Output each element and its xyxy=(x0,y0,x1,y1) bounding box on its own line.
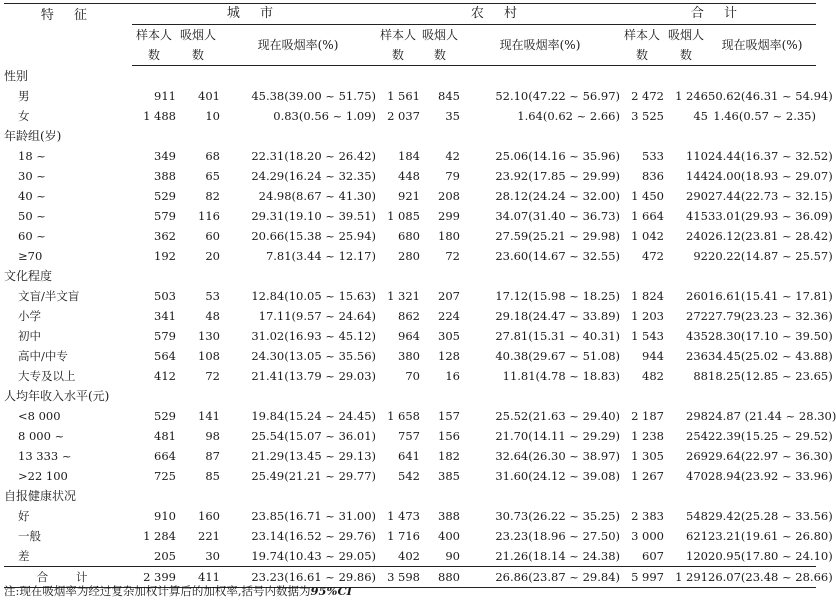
rate-cell: 28.12(24.24 ~ 32.00) xyxy=(495,189,620,203)
smokers-cell: 1 246 xyxy=(675,89,708,103)
rate-cell: 24.98(8.67 ~ 41.30) xyxy=(258,189,376,203)
smokers-cell: 88 xyxy=(693,369,708,383)
smokers-cell: 299 xyxy=(438,209,460,223)
smokers-cell: 60 xyxy=(205,229,220,243)
smokers-cell: 20 xyxy=(205,249,220,263)
section-title: 性别 xyxy=(4,69,29,83)
smokers-cell: 30 xyxy=(205,549,220,563)
table-note xyxy=(4,583,352,599)
sample-cell: 2 037 xyxy=(387,109,420,123)
sample-cell: 2 383 xyxy=(631,509,664,523)
row-label: 小学 xyxy=(18,309,41,323)
table-row xyxy=(4,246,816,266)
rate-cell: 23.21(19.61 ~ 26.80) xyxy=(708,529,833,543)
row-label: 好 xyxy=(18,509,30,523)
smokers-cell: 72 xyxy=(205,369,220,383)
sample-cell: 579 xyxy=(154,209,176,223)
rate-cell: 19.74(10.43 ~ 29.05) xyxy=(251,549,376,563)
table-row xyxy=(4,206,816,226)
rate-cell: 24.30(13.05 ~ 35.56) xyxy=(251,349,376,363)
smokers-cell: 72 xyxy=(445,249,460,263)
sample-cell: 1 203 xyxy=(631,309,664,323)
smokers-cell: 108 xyxy=(198,349,220,363)
sample-cell: 757 xyxy=(398,429,420,443)
smokers-cell: 16 xyxy=(445,369,460,383)
smokers-cell: 157 xyxy=(438,409,460,423)
smokers-cell: 180 xyxy=(438,229,460,243)
sample-cell: 1 488 xyxy=(143,109,176,123)
smokers-cell: 160 xyxy=(198,509,220,523)
smokers-cell: 415 xyxy=(686,209,708,223)
row-label: 50 ~ xyxy=(18,209,46,223)
sample-cell: 910 xyxy=(154,509,176,523)
rate-cell: 11.81(4.78 ~ 18.83) xyxy=(502,369,620,383)
section-title: 自报健康状况 xyxy=(4,489,77,503)
section-row xyxy=(4,126,816,146)
smokers-cell: 120 xyxy=(686,549,708,563)
sample-cell: 2 472 xyxy=(631,89,664,103)
sample-cell: 192 xyxy=(154,249,176,263)
sample-cell: 836 xyxy=(642,169,664,183)
sample-cell: 921 xyxy=(398,189,420,203)
rate-cell: 27.44(22.73 ~ 32.15) xyxy=(708,189,833,203)
row-label: 8 000 ~ xyxy=(18,429,65,443)
smokers-cell: 35 xyxy=(445,109,460,123)
sample-cell: 1 450 xyxy=(631,189,664,203)
sample-cell: 529 xyxy=(154,189,176,203)
smokers-cell: 435 xyxy=(686,329,708,343)
sample-cell: 362 xyxy=(154,229,176,243)
row-label: 60 ~ xyxy=(18,229,46,243)
smokers-cell: 82 xyxy=(205,189,220,203)
smokers-cell: 130 xyxy=(198,329,220,343)
sample-cell: 1 716 xyxy=(387,529,420,543)
rate-cell: 21.41(13.79 ~ 29.03) xyxy=(251,369,376,383)
rate-cell: 18.25(12.85 ~ 23.65) xyxy=(708,369,833,383)
smokers-cell: 116 xyxy=(198,209,220,223)
sample-cell: 1 238 xyxy=(631,429,664,443)
table-row xyxy=(4,406,816,426)
sample-cell: 944 xyxy=(642,349,664,363)
rate-cell: 22.31(18.20 ~ 26.42) xyxy=(251,149,376,163)
rate-cell: 28.30(17.10 ~ 39.50) xyxy=(708,329,833,343)
row-label: >22 100 xyxy=(18,469,68,483)
table-row xyxy=(4,546,816,567)
sample-cell: 1 824 xyxy=(631,289,664,303)
rate-cell: 1.46(0.57 ~ 2.35) xyxy=(713,109,816,123)
row-label: <8 000 xyxy=(18,409,61,423)
rate-cell: 16.61(15.41 ~ 17.81) xyxy=(708,289,833,303)
rate-cell: 21.70(14.11 ~ 29.29) xyxy=(495,429,620,443)
rate-cell: 21.26(18.14 ~ 24.38) xyxy=(495,549,620,563)
sample-cell: 280 xyxy=(398,249,420,263)
rate-cell: 20.95(17.80 ~ 24.10) xyxy=(708,549,833,563)
row-label: ≥70 xyxy=(18,249,43,263)
smokers-cell: 42 xyxy=(445,149,460,163)
rate-cell: 29.42(25.28 ~ 33.56) xyxy=(708,509,833,523)
rate-cell: 45.38(39.00 ~ 51.75) xyxy=(251,89,376,103)
group-header-urban: 城 市 xyxy=(132,4,376,25)
sample-cell: 725 xyxy=(154,469,176,483)
rate-cell: 23.85(16.71 ~ 31.00) xyxy=(251,509,376,523)
section-title: 年龄组(岁) xyxy=(4,129,62,143)
smokers-cell: 236 xyxy=(686,349,708,363)
total-label: 合 计 xyxy=(4,567,132,588)
table-row xyxy=(4,526,816,546)
note-ci: 95%CI xyxy=(310,584,352,598)
sample-cell: 349 xyxy=(154,149,176,163)
smokers-cell: 224 xyxy=(438,309,460,323)
smokers-cell: 385 xyxy=(438,469,460,483)
row-label: 40 ~ xyxy=(18,189,46,203)
table-row xyxy=(4,506,816,526)
smokers-cell: 298 xyxy=(686,409,708,423)
sample-cell: 579 xyxy=(154,329,176,343)
rate-cell: 24.87 (21.44 ~ 28.30) xyxy=(708,409,836,423)
sample-cell: 2 187 xyxy=(631,409,664,423)
smokers-cell: 156 xyxy=(438,429,460,443)
smokers-cell: 400 xyxy=(438,529,460,543)
sample-cell: 503 xyxy=(154,289,176,303)
table-row xyxy=(4,366,816,386)
rate-cell: 50.62(46.31 ~ 54.94) xyxy=(708,89,833,103)
rate-cell: 24.44(16.37 ~ 32.52) xyxy=(708,149,833,163)
sample-cell: 911 xyxy=(154,89,176,103)
rate-cell: 23.14(16.52 ~ 29.76) xyxy=(251,529,376,543)
smokers-cell: 621 xyxy=(686,529,708,543)
sample-cell: 529 xyxy=(154,409,176,423)
rate-cell: 27.59(25.21 ~ 29.98) xyxy=(495,229,620,243)
rate-cell: 32.64(26.30 ~ 38.97) xyxy=(495,449,620,463)
smokers-cell: 401 xyxy=(198,89,220,103)
row-label: 30 ~ xyxy=(18,169,46,183)
table-row xyxy=(4,226,816,246)
smokers-cell: 240 xyxy=(686,229,708,243)
smokers-cell: 221 xyxy=(198,529,220,543)
sample-cell: 1 664 xyxy=(631,209,664,223)
sample-cell: 1 473 xyxy=(387,509,420,523)
rate-cell: 0.83(0.56 ~ 1.09) xyxy=(273,109,376,123)
smokers-cell: 290 xyxy=(686,189,708,203)
smokers-header: 吸烟人数 xyxy=(664,25,708,66)
smokers-cell: 48 xyxy=(205,309,220,323)
sample-cell: 448 xyxy=(398,169,420,183)
smokers-cell: 85 xyxy=(205,469,220,483)
rate-cell: 40.38(29.67 ~ 51.08) xyxy=(495,349,620,363)
smokers-cell: 141 xyxy=(198,409,220,423)
table-row xyxy=(4,446,816,466)
table-row xyxy=(4,106,816,126)
rate-cell: 20.66(15.38 ~ 25.94) xyxy=(251,229,376,243)
smokers-cell: 87 xyxy=(205,449,220,463)
section-row xyxy=(4,386,816,406)
sample-cell: 3 000 xyxy=(631,529,664,543)
smokers-cell: 1 291 xyxy=(664,567,708,588)
smokers-cell: 68 xyxy=(205,149,220,163)
rate-cell: 17.11(9.57 ~ 24.64) xyxy=(258,309,376,323)
rate-header: 现在吸烟率(%) xyxy=(220,25,376,66)
smokers-cell: 388 xyxy=(438,509,460,523)
sample-cell: 3 598 xyxy=(376,567,420,588)
rate-cell: 20.22(14.87 ~ 25.57) xyxy=(708,249,833,263)
rate-cell: 34.07(31.40 ~ 36.73) xyxy=(495,209,620,223)
table-row xyxy=(4,166,816,186)
rate-header: 现在吸烟率(%) xyxy=(708,25,816,66)
smokers-cell: 548 xyxy=(686,509,708,523)
sample-cell: 388 xyxy=(154,169,176,183)
rate-cell: 29.64(22.97 ~ 36.30) xyxy=(708,449,833,463)
sample-cell: 862 xyxy=(398,309,420,323)
sample-cell: 564 xyxy=(154,349,176,363)
smokers-cell: 260 xyxy=(686,289,708,303)
rate-cell: 34.45(25.02 ~ 43.88) xyxy=(708,349,833,363)
smokers-cell: 272 xyxy=(686,309,708,323)
rate-cell: 33.01(29.93 ~ 36.09) xyxy=(708,209,833,223)
sample-cell: 472 xyxy=(642,249,664,263)
rate-cell: 23.23(16.61 ~ 29.86) xyxy=(220,567,376,588)
section-row xyxy=(4,66,816,87)
sample-cell: 205 xyxy=(154,549,176,563)
sample-header: 样本人数 xyxy=(620,25,664,66)
smokers-cell: 411 xyxy=(176,567,220,588)
rate-cell: 29.31(19.10 ~ 39.51) xyxy=(251,209,376,223)
section-row xyxy=(4,486,816,506)
row-label: 文盲/半文盲 xyxy=(18,289,80,303)
smokers-cell: 110 xyxy=(686,149,708,163)
sample-cell: 641 xyxy=(398,449,420,463)
smokers-cell: 53 xyxy=(205,289,220,303)
sample-cell: 412 xyxy=(154,369,176,383)
group-header-total: 合 计 xyxy=(620,4,816,25)
smokers-header: 吸烟人数 xyxy=(420,25,460,66)
rate-cell: 29.18(24.47 ~ 33.89) xyxy=(495,309,620,323)
row-label: 13 333 ~ xyxy=(18,449,72,463)
sample-cell: 380 xyxy=(398,349,420,363)
table-row xyxy=(4,326,816,346)
sample-cell: 607 xyxy=(642,549,664,563)
sample-cell: 1 267 xyxy=(631,469,664,483)
rate-cell: 12.84(10.05 ~ 15.63) xyxy=(251,289,376,303)
rate-cell: 26.07(23.48 ~ 28.66) xyxy=(708,567,816,588)
section-title: 文化程度 xyxy=(4,269,53,283)
rate-cell: 21.29(13.45 ~ 29.13) xyxy=(251,449,376,463)
rate-cell: 26.86(23.87 ~ 29.84) xyxy=(460,567,620,588)
rate-cell: 25.49(21.21 ~ 29.77) xyxy=(251,469,376,483)
row-label: 差 xyxy=(18,549,30,563)
sample-cell: 402 xyxy=(398,549,420,563)
sample-cell: 1 321 xyxy=(387,289,420,303)
smokers-cell: 128 xyxy=(438,349,460,363)
row-label: 女 xyxy=(18,109,30,123)
rate-cell: 25.52(21.63 ~ 29.40) xyxy=(495,409,620,423)
smokers-cell: 470 xyxy=(686,469,708,483)
smokers-cell: 207 xyxy=(438,289,460,303)
sample-cell: 664 xyxy=(154,449,176,463)
table-row xyxy=(4,186,816,206)
rate-cell: 19.84(15.24 ~ 24.45) xyxy=(251,409,376,423)
smokers-cell: 845 xyxy=(438,89,460,103)
sample-cell: 1 042 xyxy=(631,229,664,243)
smokers-cell: 254 xyxy=(686,429,708,443)
smokers-cell: 10 xyxy=(205,109,220,123)
sample-cell: 1 085 xyxy=(387,209,420,223)
sample-cell: 341 xyxy=(154,309,176,323)
smokers-cell: 65 xyxy=(205,169,220,183)
smokers-cell: 45 xyxy=(693,109,708,123)
table-row xyxy=(4,306,816,326)
smokers-cell: 208 xyxy=(438,189,460,203)
sample-cell: 680 xyxy=(398,229,420,243)
rate-cell: 31.02(16.93 ~ 45.12) xyxy=(251,329,376,343)
note-text: 注:现在吸烟率为经过复杂加权计算后的加权率,括号内数据为 xyxy=(4,584,311,598)
section-title: 人均年收入水平(元) xyxy=(4,389,110,403)
sample-cell: 5 997 xyxy=(620,567,664,588)
rate-cell: 30.73(26.22 ~ 35.25) xyxy=(495,509,620,523)
smokers-cell: 98 xyxy=(205,429,220,443)
smokers-cell: 305 xyxy=(438,329,460,343)
table-row xyxy=(4,86,816,106)
sample-header: 样本人数 xyxy=(376,25,420,66)
rate-cell: 23.60(14.67 ~ 32.55) xyxy=(495,249,620,263)
sample-cell: 481 xyxy=(154,429,176,443)
sample-cell: 542 xyxy=(398,469,420,483)
table-row xyxy=(4,426,816,446)
row-label: 初中 xyxy=(18,329,41,343)
sample-cell: 1 305 xyxy=(631,449,664,463)
smokers-cell: 90 xyxy=(445,549,460,563)
rate-cell: 23.92(17.85 ~ 29.99) xyxy=(495,169,620,183)
smokers-cell: 144 xyxy=(686,169,708,183)
sample-cell: 70 xyxy=(405,369,420,383)
sample-cell: 482 xyxy=(642,369,664,383)
smokers-cell: 269 xyxy=(686,449,708,463)
rate-cell: 24.29(16.24 ~ 32.35) xyxy=(251,169,376,183)
table-row xyxy=(4,146,816,166)
rate-cell: 28.94(23.92 ~ 33.96) xyxy=(708,469,833,483)
row-label: 一般 xyxy=(18,529,41,543)
table-body xyxy=(4,66,836,588)
section-row xyxy=(4,266,816,286)
rate-header: 现在吸烟率(%) xyxy=(460,25,620,66)
sample-cell: 1 658 xyxy=(387,409,420,423)
rate-cell: 26.12(23.81 ~ 28.42) xyxy=(708,229,833,243)
sample-cell: 2 399 xyxy=(132,567,176,588)
rate-cell: 31.60(24.12 ~ 39.08) xyxy=(495,469,620,483)
rate-cell: 1.64(0.62 ~ 2.66) xyxy=(517,109,620,123)
sample-cell: 533 xyxy=(642,149,664,163)
smokers-cell: 92 xyxy=(693,249,708,263)
feature-header: 特 征 xyxy=(4,4,132,66)
rate-cell: 25.54(15.07 ~ 36.01) xyxy=(251,429,376,443)
smokers-cell: 880 xyxy=(420,567,460,588)
sample-cell: 1 284 xyxy=(143,529,176,543)
rate-cell: 52.10(47.22 ~ 56.97) xyxy=(495,89,620,103)
rate-cell: 17.12(15.98 ~ 18.25) xyxy=(495,289,620,303)
table-row xyxy=(4,286,816,306)
row-label: 大专及以上 xyxy=(18,369,76,383)
sample-cell: 184 xyxy=(398,149,420,163)
smokers-cell: 182 xyxy=(438,449,460,463)
rate-cell: 27.81(15.31 ~ 40.31) xyxy=(495,329,620,343)
rate-cell: 24.00(18.93 ~ 29.07) xyxy=(708,169,833,183)
smoking-rate-table xyxy=(4,3,836,588)
smokers-header: 吸烟人数 xyxy=(176,25,220,66)
smokers-cell: 79 xyxy=(445,169,460,183)
rate-cell: 7.81(3.44 ~ 12.17) xyxy=(265,249,376,263)
table-row xyxy=(4,346,816,366)
sample-cell: 1 561 xyxy=(387,89,420,103)
rate-cell: 22.39(15.25 ~ 29.52) xyxy=(708,429,833,443)
rate-cell: 25.06(14.16 ~ 35.96) xyxy=(495,149,620,163)
table-row xyxy=(4,466,816,486)
row-label: 男 xyxy=(18,89,30,103)
sample-cell: 964 xyxy=(398,329,420,343)
sample-cell: 1 543 xyxy=(631,329,664,343)
row-label: 高中/中专 xyxy=(18,349,68,363)
rate-cell: 23.23(18.96 ~ 27.50) xyxy=(495,529,620,543)
sample-cell: 3 525 xyxy=(631,109,664,123)
rate-cell: 27.79(23.23 ~ 32.36) xyxy=(708,309,833,323)
sample-header: 样本人数 xyxy=(132,25,176,66)
group-header-rural: 农 村 xyxy=(376,4,620,25)
row-label: 18 ~ xyxy=(18,149,46,163)
